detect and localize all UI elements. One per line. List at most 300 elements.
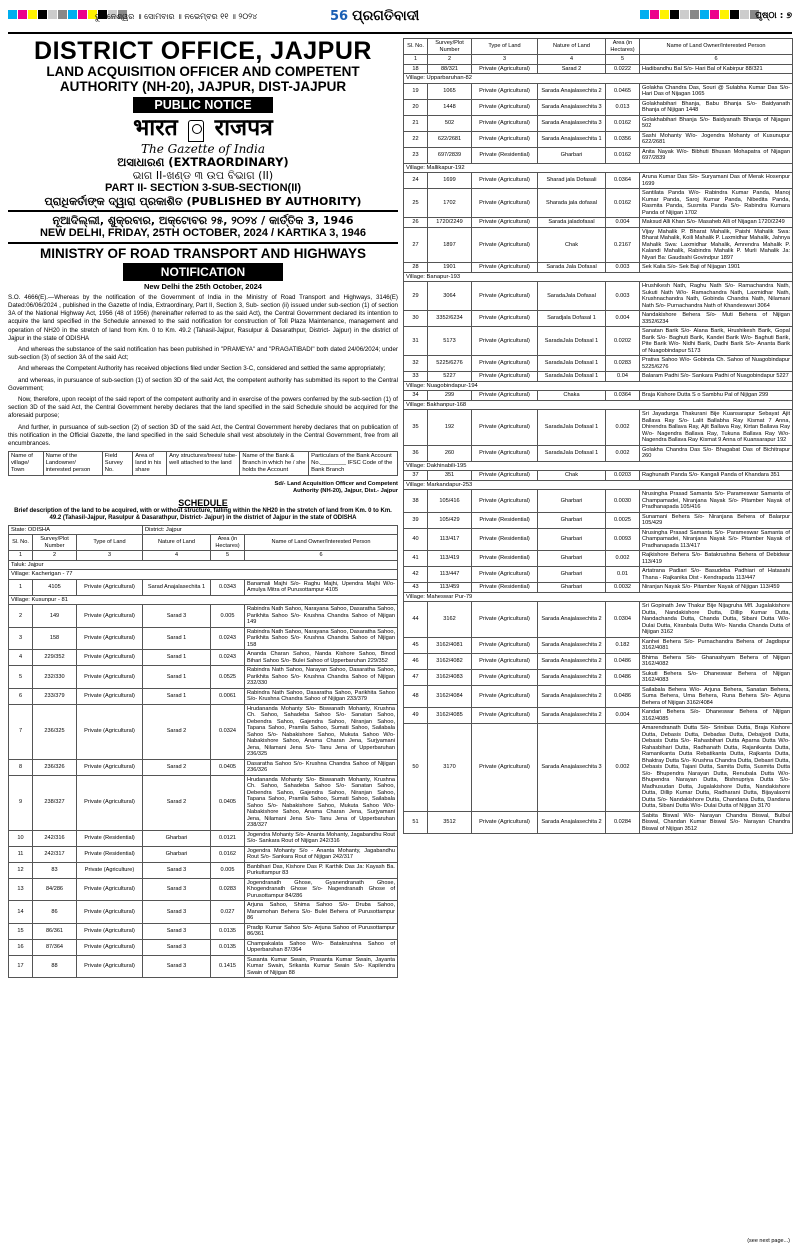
area-cell: 0.0356 xyxy=(606,131,640,147)
page-header xyxy=(0,0,800,36)
survey-no-cell: 192 xyxy=(428,410,472,446)
survey-no-cell: 242/317 xyxy=(33,846,77,862)
area-cell: 0.0093 xyxy=(606,528,640,551)
area-cell: 0.0202 xyxy=(606,327,640,356)
owner-cell: Bhima Behera S/o- Ghanashyam Behera of Nijigan 3162/4082 xyxy=(640,653,793,669)
table-row xyxy=(404,669,793,685)
dateline: ଭୁବନେଶ୍ୱର ॥ ସୋମବାର ॥ ନଭେମ୍ବର ୧୧ ॥ ୨୦୨୪ xyxy=(95,12,258,21)
owner-cell: Rajkishore Behera S/o- Batakrushna Behera of Debidwar 113/419 xyxy=(640,551,793,567)
area-cell: 0.0162 xyxy=(211,846,245,862)
column-number: 3 xyxy=(472,55,538,65)
land-nature-cell: Sarad 1 xyxy=(143,627,211,650)
land-type-cell: Private (Agricultural) xyxy=(472,653,538,669)
header-rule xyxy=(8,32,792,34)
color-swatch xyxy=(640,10,649,19)
owner-cell: Banamali Majhi S/o- Raghu Majhi, Upendra Majhi W/o- Amulya Mitra of Purusottampur 4105 xyxy=(245,579,398,595)
land-type-cell: Private (Agricultural) xyxy=(472,227,538,263)
area-cell: 0.0243 xyxy=(211,627,245,650)
column-number-row xyxy=(404,55,793,65)
table-row xyxy=(404,512,793,528)
land-type-cell: Private (Agricultural) xyxy=(77,923,143,939)
sl-no-cell: 16 xyxy=(9,939,33,955)
area-cell: 0.0135 xyxy=(211,939,245,955)
table-row xyxy=(404,471,793,481)
area-cell: 0.2167 xyxy=(606,227,640,263)
land-type-cell: Private (Agricultural) xyxy=(472,263,538,273)
owner-cell: Sailabala Behera W/o- Arjuna Behera, Sanatan Behera, Suma Behera, Uma Behera, Runa Behera S/o- Arjuna Behera of Nijigan 3162/4084 xyxy=(640,685,793,708)
survey-no-cell: 1720/2249 xyxy=(428,218,472,228)
land-nature-cell: Sarad 2 xyxy=(143,759,211,775)
land-nature-cell: Sarada Anajalasechita 2 xyxy=(538,708,606,724)
survey-no-cell: 260 xyxy=(428,445,472,461)
table-row xyxy=(404,391,793,401)
survey-no-cell: 113/417 xyxy=(428,528,472,551)
table-row xyxy=(404,811,793,834)
column-header: Type of Land xyxy=(77,535,143,551)
village-label: Village: Dakhinabili-195 xyxy=(404,461,793,471)
land-nature-cell: Gharbari xyxy=(538,512,606,528)
sl-no-cell: 39 xyxy=(404,512,428,528)
sl-no-cell: 4 xyxy=(9,650,33,666)
color-swatch xyxy=(48,10,57,19)
table-row xyxy=(404,227,793,263)
sl-no-cell: 3 xyxy=(9,627,33,650)
area-cell: 0.0304 xyxy=(606,602,640,638)
right-column xyxy=(403,38,793,1238)
table-row xyxy=(404,685,793,708)
land-nature-cell: Sharada jala dofasal xyxy=(538,189,606,218)
taluk-label: Taluk: Jajpur xyxy=(9,560,398,570)
table-row xyxy=(404,173,793,189)
table-row xyxy=(404,445,793,461)
notification-paragraph: And whereas the Competent Authority has received objections filed under Section 3-C, considered and settled the same appropriately; xyxy=(18,365,386,373)
survey-no-cell: 4105 xyxy=(33,579,77,595)
land-nature-cell: Gharbari xyxy=(538,567,606,583)
land-nature-cell: Sarada Anajalasechita 1 xyxy=(538,131,606,147)
table-row xyxy=(9,862,398,878)
land-type-cell: Private (Agricultural) xyxy=(472,115,538,131)
land-nature-cell: Sarad 1 xyxy=(143,650,211,666)
land-nature-cell: Sarada Anajalasechita 2 xyxy=(538,669,606,685)
new-delhi-date-odia: ନୂଆଦିଲ୍ଲୀ, ଶୁକ୍ରବାର, ଅକ୍ଟୋବର ୨୫, ୨୦୨୪ / କାର୍ତ୍ତିକ 3, 1946 xyxy=(52,213,354,227)
column-header: Sl. No. xyxy=(404,39,428,55)
gazette-masthead xyxy=(8,116,398,156)
color-swatch xyxy=(8,10,17,19)
survey-no-cell: 113/419 xyxy=(428,551,472,567)
survey-no-cell: 113/459 xyxy=(428,583,472,593)
public-notice-banner: PUBLIC NOTICE xyxy=(133,97,273,113)
owner-cell: Vijay Mahalik P. Bharat Mahalik, Paishi Mahalik Swa: Bharat Mahalik, Koili Mahalik P. Laxmidhar Mahalik, Jahnya Mahalik Swa: Laxmidhar Mahalik, Amrendra Mahalik P. Kalandi Mahalik, Rabindra Mahalik P. Murli Mahalik Ja: Niyari Ba: Gaudsahi Govindpur 1897 xyxy=(640,227,793,263)
table-row xyxy=(404,567,793,583)
village-label: Village: Nuagobindapur-194 xyxy=(404,381,793,391)
land-type-cell: Private (Residential) xyxy=(472,528,538,551)
table-row xyxy=(9,650,398,666)
table-row xyxy=(9,901,398,924)
owner-cell: Hadibandhu Bal S/o- Hari Bal of Kabirpur 88/321 xyxy=(640,64,793,74)
owner-cell: Hrushikesh Nath, Raghu Nath S/o- Ramachandra Nath, Sukuti Nath W/o- Ramachandra Nath, Laxmidhar Nath, Krushnachandra Nath, Gobinda Chandra Nath, Nilamani Nath S/o- Purnachandra Nath of Khandeswari 3064 xyxy=(640,282,793,311)
column-header: Sl. No. xyxy=(9,535,33,551)
table-row xyxy=(404,528,793,551)
village-row xyxy=(404,592,793,602)
land-type-cell: Private (Residential) xyxy=(472,583,538,593)
notification-date: New Delhi the 25th October, 2024 xyxy=(144,281,262,291)
table-row xyxy=(404,218,793,228)
color-swatch xyxy=(18,10,27,19)
form-field-label: Name of village/ Town xyxy=(9,452,44,476)
sl-no-cell: 34 xyxy=(404,391,428,401)
survey-no-cell: 236/326 xyxy=(33,759,77,775)
column-number: 1 xyxy=(404,55,428,65)
area-cell: 0.013 xyxy=(606,99,640,115)
owner-cell: Rabindra Nath Sahoo, Dasaratha Sahoo, Parikhita Sahoo S/o- Krushna Chandra Sahoo of Nijigan 233/379 xyxy=(245,688,398,704)
sl-no-cell: 5 xyxy=(9,666,33,689)
owner-cell: Sunamani Behera S/o- Niranjana Behera of Balarpur 105/429 xyxy=(640,512,793,528)
land-nature-cell: Sarad 3 xyxy=(143,939,211,955)
land-nature-cell: Sarad Anajalasechita 1 xyxy=(143,579,211,595)
table-row xyxy=(404,263,793,273)
village-row xyxy=(9,595,398,605)
owner-cell: Susanta Kumar Swain, Prasanta Kumar Swain, Jayanta Kumar Swain, Srikanta Kumar Swain S/o- Kapilendra Swain of Nijigan 88 xyxy=(245,955,398,978)
area-cell: 0.003 xyxy=(606,263,640,273)
survey-no-cell: 229/352 xyxy=(33,650,77,666)
land-type-cell: Private (Agriculture) xyxy=(77,862,143,878)
land-nature-cell: Sarad 1 xyxy=(143,666,211,689)
land-nature-cell: Chak xyxy=(538,471,606,481)
form-field-label: Particulars of the Bank Account No.________ IFSC Code of the Bank Branch xyxy=(309,452,398,476)
form-field-label: Name of the Landowner/ interested person xyxy=(43,452,102,476)
notification-paragraph: Now, therefore, upon receipt of the said report of the competent authority and in exercise of the powers conferred by the sub-section (1) of section 3D of the said Act, the Central Government hereby declares that the land specified in the said Schedule should be acquired for the aforesaid purpose; xyxy=(8,396,398,420)
land-type-cell: Private (Agricultural) xyxy=(472,490,538,513)
survey-no-cell: 86/361 xyxy=(33,923,77,939)
owner-cell: Hrudananda Mohanty S/o- Biswanath Mohanty, Krushna Ch. Sahoo, Sahadeba Sahoo S/o- Sanatan Sahoo, Debendra Sahoo, Gajendra Sahoo, Niranjan Sahoo, Tapana Sahoo, Pramila Sahoo, Sumati Sahoo, Sailabala Sahoo S/o- Nabakishore Sahoo, Mukuta Sahoo W/o- Nabakishore Sahoo, Anama Charan Jena, Surjyamani Jena, Nilamani Jena S/o- Tanu Jena of Upperbaruhan 238/327 xyxy=(245,775,398,830)
color-swatch xyxy=(720,10,729,19)
owner-cell: Amarendranath Dutta S/o- Srinibas Dutta, Braja Kishore Dutta, Debasis Dutta, Debadas Dutta, Debajyoti Dutta, Debasis Dutta S/o- Rahasbihari Dutta Aparna Dutta W/o- Rahasbihari Dutta, Radhanath Dutta, Rajanikanta Dutta, Ramanikanta Dutta Rebatikanta Dutta, Rajkanta Dutta, Bhaktray Dutta S/o- Krushna Chandra Dutta, Debasri Dutta, Debasis Dutta, Tajani Dutta, Samita Dutta, Susmita Dutta S/o- Bhupendra Narayan Dutta, Renubala Dutta W/o- Bhupendra Narayan Dutta, Bishnupriya Dutta S/o- Madhusudan Dutta, Jugalakishore Dutta, Nandakishore Dutta, Dillip Kumar Dutta, Radharani Dutta, Bijayalaxmi Dutta S/o- Nandakishore Dutta, Chandana Dutta, Dandana Dutta, Sibani Dutta W/o- Dulai Dutta of Nijigan 3170 xyxy=(640,724,793,812)
area-cell: 0.002 xyxy=(606,724,640,812)
owner-cell: Sabita Biswal W/o- Narayan Chandra Biswal, Bulbul Biswal, Chandan Kumar Biswal S/o- Narayan Chandra Biswal of Nijigan 3512 xyxy=(640,811,793,834)
table-row xyxy=(404,311,793,327)
table-row xyxy=(404,327,793,356)
area-cell: 0.003 xyxy=(606,282,640,311)
area-cell: 0.0284 xyxy=(606,811,640,834)
village-label: Village: Markandapur-253 xyxy=(404,480,793,490)
owner-cell: Arjuna Sahoo, Shima Sahoo S/o- Druba Sahoo, Manamohan Behera S/o- Bulei Behera of Purusottampur 86 xyxy=(245,901,398,924)
column-number: 4 xyxy=(143,551,211,561)
sl-no-cell: 45 xyxy=(404,637,428,653)
area-cell: 0.0121 xyxy=(211,830,245,846)
survey-no-cell: 3162/4081 xyxy=(428,637,472,653)
land-nature-cell: Sarada Anajalasechita 2 xyxy=(538,83,606,99)
land-type-cell: Private (Agricultural) xyxy=(77,579,143,595)
sl-no-cell: 47 xyxy=(404,669,428,685)
village-label: Village: Mallikapur-192 xyxy=(404,163,793,173)
form-field-label: Any structures/trees/ tube-well attached to the land xyxy=(167,452,240,476)
land-type-cell: Private (Agricultural) xyxy=(472,685,538,708)
color-swatch xyxy=(740,10,749,19)
area-cell: 0.0465 xyxy=(606,83,640,99)
area-cell: 0.0203 xyxy=(606,471,640,481)
table-row xyxy=(404,147,793,163)
land-nature-cell: Sarada Anajalasechita 3 xyxy=(538,724,606,812)
village-row xyxy=(9,570,398,580)
sl-no-cell: 30 xyxy=(404,311,428,327)
land-type-cell: Private (Residential) xyxy=(77,830,143,846)
column-header: Name of Land Owner/Interested Person xyxy=(640,39,793,55)
land-type-cell: Private (Agricultural) xyxy=(77,704,143,759)
survey-no-cell: 3352/6234 xyxy=(428,311,472,327)
owner-cell: Prativa Sahoo W/o- Gobinda Ch. Sahoo of Nuagobindapur 5225/6276 xyxy=(640,356,793,372)
village-label: Village: Bakhanpur-168 xyxy=(404,400,793,410)
land-type-cell: Private (Agricultural) xyxy=(77,939,143,955)
owner-cell: Golakha Chandra Das, Souri @ Sulabha Kumar Das S/o- Hari Das of Nijagan 1065 xyxy=(640,83,793,99)
sl-no-cell: 1 xyxy=(9,579,33,595)
owner-cell: Rabindra Nath Sahoo, Narayana Sahoo, Dasaratha Sahoo, Parikhita Sahoo S/o- Krushna Chandra Sahoo of Nijigan 158 xyxy=(245,627,398,650)
land-type-cell: Private (Residential) xyxy=(472,147,538,163)
column-number: 6 xyxy=(640,55,793,65)
color-swatch xyxy=(38,10,47,19)
village-row xyxy=(404,480,793,490)
survey-no-cell: 5225/6276 xyxy=(428,356,472,372)
table-row xyxy=(404,410,793,446)
table-row xyxy=(404,551,793,567)
owner-cell: Sashi Mohanty W/o- Jogendra Mohanty of Kusunupur 622/2681 xyxy=(640,131,793,147)
land-type-cell: Private (Agricultural) xyxy=(77,955,143,978)
land-type-cell: Private (Agricultural) xyxy=(77,666,143,689)
column-header: Nature of Land xyxy=(143,535,211,551)
land-nature-cell: Sarad 3 xyxy=(143,605,211,628)
table-row xyxy=(9,627,398,650)
column-header: Nature of Land xyxy=(538,39,606,55)
owner-cell: Maksud Alli Khan S/o- Masaheb Alli of Nijagan 1720/2249 xyxy=(640,218,793,228)
survey-no-cell: 83 xyxy=(33,862,77,878)
land-nature-cell: Sarada Anajalasechita 2 xyxy=(538,811,606,834)
area-cell: 0.0030 xyxy=(606,490,640,513)
table-row xyxy=(9,923,398,939)
village-label: Village: Kusunpur - 81 xyxy=(9,595,398,605)
survey-no-cell: 1901 xyxy=(428,263,472,273)
village-row xyxy=(404,461,793,471)
survey-no-cell: 88/321 xyxy=(428,64,472,74)
land-type-cell: Private (Agricultural) xyxy=(77,759,143,775)
survey-no-cell: 1448 xyxy=(428,99,472,115)
land-nature-cell: SaradaJala Dofasal 1 xyxy=(538,356,606,372)
schedule-table-right xyxy=(403,38,793,834)
bank-details-form xyxy=(8,451,398,476)
land-nature-cell: Sarada Jala Dofasal xyxy=(538,263,606,273)
owner-cell: Jogendra Mohanty S/o- Ananta Mohanty, Jagabandhu Rout S/o- Sankara Rout of Nijigan 242/316 xyxy=(245,830,398,846)
sl-no-cell: 23 xyxy=(404,147,428,163)
survey-no-cell: 236/325 xyxy=(33,704,77,759)
area-cell: 0.005 xyxy=(211,862,245,878)
survey-no-cell: 238/327 xyxy=(33,775,77,830)
sl-no-cell: 19 xyxy=(404,83,428,99)
owner-cell: Rabindra Nath Sahoo, Narayan Sahoo, Dasaratha Sahoo, Parikhita Sahoo S/o- Krushna Chandra Sahoo of Nijigan 232/330 xyxy=(245,666,398,689)
new-delhi-date: NEW DELHI, FRIDAY, 25TH OCTOBER, 2024 / KARTIKA 3, 1946 xyxy=(39,226,366,239)
survey-no-cell: 105/416 xyxy=(428,490,472,513)
color-swatch xyxy=(650,10,659,19)
survey-no-cell: 84/286 xyxy=(33,878,77,901)
extraordinary-label: ଅସାଧାରଣ (EXTRAORDINARY) xyxy=(117,154,289,169)
survey-no-cell: 158 xyxy=(33,627,77,650)
color-swatch xyxy=(680,10,689,19)
survey-no-cell: 3162/4083 xyxy=(428,669,472,685)
land-nature-cell: Sarad 3 xyxy=(143,862,211,878)
survey-no-cell: 3512 xyxy=(428,811,472,834)
owner-cell: Balaram Padhi S/o- Sankara Padhi of Nuagobindapur 5227 xyxy=(640,372,793,382)
sl-no-cell: 26 xyxy=(404,218,428,228)
table-row xyxy=(404,372,793,382)
owner-cell: Banbihari Das, Kishore Das P. Karthik Das Ja: Kayash Ba. Purkuttampur 83 xyxy=(245,862,398,878)
village-row xyxy=(404,381,793,391)
office-title: DISTRICT OFFICE, JAJPUR xyxy=(34,37,372,65)
owner-cell: Nrusingha Prasad Samanta S/o- Parameswar Samanta of Champamadei, Niranjana Nayak S/o- Pitamber Nayak of Pradhanapada 113/417 xyxy=(640,528,793,551)
land-nature-cell: Saradjala Dofasal 1 xyxy=(538,311,606,327)
owner-cell: Sukuti Behera S/o- Dhaneswar Behera of Nijigan 3162/4083 xyxy=(640,669,793,685)
area-cell: 0.004 xyxy=(606,218,640,228)
area-cell: 0.004 xyxy=(606,311,640,327)
land-type-cell: Private (Agricultural) xyxy=(472,218,538,228)
land-type-cell: Private (Residential) xyxy=(77,846,143,862)
survey-no-cell: 502 xyxy=(428,115,472,131)
village-label: Village: Kacherigan - 77 xyxy=(9,570,398,580)
land-type-cell: Private (Agricultural) xyxy=(77,650,143,666)
color-swatch xyxy=(78,10,87,19)
area-cell: 0.0032 xyxy=(606,583,640,593)
survey-no-cell: 351 xyxy=(428,471,472,481)
village-label: Village: Upparbaruhan-82 xyxy=(404,74,793,84)
area-cell: 0.0364 xyxy=(606,391,640,401)
column-header: Area (in Hectares) xyxy=(211,535,245,551)
table-row xyxy=(404,83,793,99)
sl-no-cell: 32 xyxy=(404,356,428,372)
color-swatch xyxy=(28,10,37,19)
area-cell: 0.0364 xyxy=(606,173,640,189)
land-type-cell: Private (Agricultural) xyxy=(472,811,538,834)
land-nature-cell: Gharbari xyxy=(538,490,606,513)
owner-cell: Pradip Kumar Sahoo S/o- Arjuna Sahoo of Purusottampur 86/361 xyxy=(245,923,398,939)
column-number: 2 xyxy=(428,55,472,65)
sl-no-cell: 38 xyxy=(404,490,428,513)
land-nature-cell: Gharbari xyxy=(143,830,211,846)
land-type-cell: Private (Agricultural) xyxy=(472,173,538,189)
survey-no-cell: 88 xyxy=(33,955,77,978)
land-type-cell: Private (Agricultural) xyxy=(77,878,143,901)
land-type-cell: Private (Agricultural) xyxy=(472,637,538,653)
area-cell: 0.01 xyxy=(606,567,640,583)
land-nature-cell: Gharbari xyxy=(143,846,211,862)
area-cell: 0.027 xyxy=(211,901,245,924)
sl-no-cell: 46 xyxy=(404,653,428,669)
sl-no-cell: 11 xyxy=(9,846,33,862)
land-nature-cell: Sarada Anajalasechita 2 xyxy=(538,602,606,638)
owner-cell: Kanhei Behera S/o- Purnachandra Behera of Jagdispur 3162/4081 xyxy=(640,637,793,653)
area-cell: 0.0525 xyxy=(211,666,245,689)
land-nature-cell: Sarada Anajalasechita 2 xyxy=(538,637,606,653)
land-type-cell: Private (Agricultural) xyxy=(472,64,538,74)
land-type-cell: Private (Agricultural) xyxy=(472,327,538,356)
land-type-cell: Private (Agricultural) xyxy=(472,669,538,685)
land-type-cell: Private (Agricultural) xyxy=(472,445,538,461)
schedule-heading: SCHEDULE xyxy=(178,498,228,509)
taluk-row xyxy=(9,560,398,570)
sl-no-cell: 42 xyxy=(404,567,428,583)
owner-cell: Santilata Panda W/o- Rabindra Kumar Panda, Manoj Kumar Panda, Saroj Kumar Panda, Nibedita Panda, Rasmita Panda, Susmita Panda S/o- Rabindra Kumara Panda of Nijigan 1702 xyxy=(640,189,793,218)
state-label: State: ODISHA xyxy=(9,525,143,535)
survey-no-cell: 5173 xyxy=(428,327,472,356)
table-row xyxy=(404,99,793,115)
land-type-cell: Private (Agricultural) xyxy=(77,627,143,650)
gazette-title-hindi-right: राजपत्र xyxy=(214,114,273,141)
form-field-label: Area of land in his share xyxy=(133,452,167,476)
survey-no-cell: 242/316 xyxy=(33,830,77,846)
area-cell: 0.0243 xyxy=(211,650,245,666)
district-label: District: Jajpur xyxy=(143,525,398,535)
survey-no-cell: 299 xyxy=(428,391,472,401)
signature-block xyxy=(8,481,398,495)
owner-cell: Nrusingha Prasad Samanta S/o- Parameswar Samanta of Champamadei, Niranjana Nayak S/o- Pitamber Nayak of Pradhanapada 105/416 xyxy=(640,490,793,513)
color-swatch xyxy=(660,10,669,19)
sl-no-cell: 36 xyxy=(404,445,428,461)
area-cell: 0.0162 xyxy=(606,115,640,131)
survey-no-cell: 1897 xyxy=(428,227,472,263)
land-type-cell: Private (Agricultural) xyxy=(77,775,143,830)
sl-no-cell: 50 xyxy=(404,724,428,812)
color-swatch xyxy=(710,10,719,19)
column-number: 6 xyxy=(245,551,398,561)
land-nature-cell: Sarad 3 xyxy=(143,955,211,978)
village-row xyxy=(404,74,793,84)
survey-no-cell: 3162/4084 xyxy=(428,685,472,708)
owner-cell: Champakalata Sahoo W/o- Batakrushna Sahoo of Upperbaruhan 87/364 xyxy=(245,939,398,955)
land-nature-cell: Sarada Anajalasechita 2 xyxy=(538,685,606,708)
survey-no-cell: 232/330 xyxy=(33,666,77,689)
land-type-cell: Private (Agricultural) xyxy=(472,356,538,372)
area-cell: 0.0324 xyxy=(211,704,245,759)
area-cell: 0.0222 xyxy=(606,64,640,74)
column-header: Type of Land xyxy=(472,39,538,55)
area-cell: 0.0283 xyxy=(606,356,640,372)
land-nature-cell: Sarad 3 xyxy=(143,878,211,901)
anniversary-logo: 56 xyxy=(330,9,349,24)
notification-banner: NOTIFICATION xyxy=(123,263,283,281)
part-label-odia: ଭାଗ II-ଖଣ୍ଡ ୩ ଉପ ବିଭାଗ (II) xyxy=(132,168,274,182)
color-swatch xyxy=(730,10,739,19)
land-nature-cell: Sarada Anajalasechita 2 xyxy=(538,653,606,669)
land-type-cell: Private (Agricultural) xyxy=(472,471,538,481)
village-row xyxy=(404,272,793,282)
land-type-cell: Private (Agricultural) xyxy=(472,131,538,147)
color-swatch xyxy=(690,10,699,19)
column-number: 1 xyxy=(9,551,33,561)
land-nature-cell: Gharbari xyxy=(538,147,606,163)
table-row xyxy=(404,131,793,147)
sl-no-cell: 7 xyxy=(9,704,33,759)
table-row xyxy=(9,775,398,830)
land-type-cell: Private (Residential) xyxy=(472,551,538,567)
land-type-cell: Private (Agricultural) xyxy=(472,189,538,218)
owner-cell: Sri Gopinath Jew Thakur Bije Nijagruha Mfl. Jugalakishore Dutta, Nandakishore Dutta, Dillip Kumar Dutta, Nandachanda Dutta, Chanda Dutta, Sibani Dutta W/o- Dulai Dutta, Kiranbala Dutta W/o- Nandia Chanda Dutta of Nijigan 3162 xyxy=(640,602,793,638)
area-cell: 0.0486 xyxy=(606,685,640,708)
land-type-cell: Private (Agricultural) xyxy=(472,724,538,812)
published-by-authority: ପ୍ରାଧିକର୍ତାଙ୍କ ଦ୍ୱାରା ପ୍ରକାଶିତ (PUBLISHED BY AUTHORITY) xyxy=(44,194,362,208)
owner-cell: Golakhabihari Bhanja S/o- Baidyanath Bhanja of Nijagan 502 xyxy=(640,115,793,131)
land-nature-cell: Gharbari xyxy=(538,528,606,551)
divider xyxy=(8,210,398,212)
survey-no-cell: 3162/4082 xyxy=(428,653,472,669)
sl-no-cell: 31 xyxy=(404,327,428,356)
land-type-cell: Private (Agricultural) xyxy=(472,708,538,724)
survey-no-cell: 113/447 xyxy=(428,567,472,583)
color-swatch xyxy=(700,10,709,19)
